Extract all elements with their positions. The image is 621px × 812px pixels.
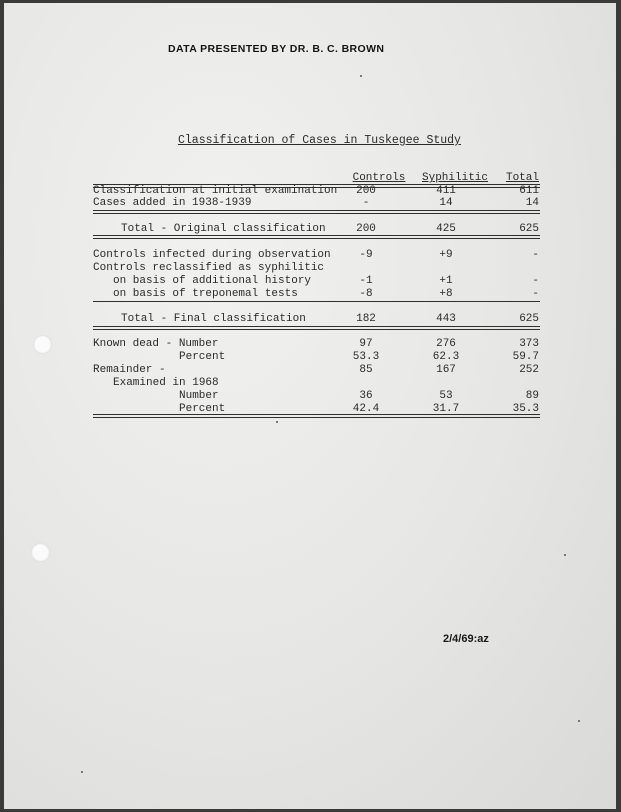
- table-row: Percent 42.4 31.7 35.3: [179, 403, 539, 415]
- document-page: [4, 3, 616, 809]
- presenter-heading: DATA PRESENTED BY DR. B. C. BROWN: [168, 43, 385, 55]
- section-rule: [93, 210, 540, 214]
- table-row: Classification at initial examination 200 411 611: [93, 185, 539, 197]
- paper-speck: [276, 421, 278, 423]
- table-row: Number 36 53 89: [179, 390, 539, 402]
- paper-speck: [360, 75, 362, 77]
- punch-hole-bottom: [31, 543, 50, 562]
- table-row: Examined in 1968: [113, 377, 219, 389]
- table-row: Controls infected during observation -9 +9 -: [93, 249, 539, 261]
- paper-speck: [81, 771, 83, 773]
- table-row: Controls reclassified as syphilitic: [93, 262, 325, 274]
- table-title: Classification of Cases in Tuskegee Study: [178, 134, 461, 147]
- paper-speck: [564, 554, 566, 556]
- table-row: on basis of treponemal tests -8 +8 -: [113, 288, 539, 300]
- table-row: Known dead - Number 97 276 373: [93, 338, 539, 350]
- column-header-total: Total: [505, 172, 539, 184]
- bottom-rule: [93, 414, 540, 418]
- table-row: Total - Original classification 200 425 625: [121, 223, 539, 235]
- table-row: Total - Final classification 182 443 625: [121, 313, 539, 325]
- table-row: Remainder - 85 167 252: [93, 364, 539, 376]
- table-row: Cases added in 1938-1939 - 14 14: [93, 197, 539, 209]
- section-rule: [93, 235, 540, 239]
- date-code: 2/4/69:az: [443, 633, 489, 645]
- column-header-syphilitic: Syphilitic: [422, 172, 489, 184]
- column-header-controls: Controls: [352, 172, 406, 184]
- punch-hole-top: [33, 335, 52, 354]
- section-rule: [93, 301, 540, 302]
- paper-speck: [578, 720, 580, 722]
- table-row: Percent 53.3 62.3 59.7: [179, 351, 539, 363]
- section-rule: [93, 326, 540, 330]
- table-row: on basis of additional history -1 +1 -: [113, 275, 539, 287]
